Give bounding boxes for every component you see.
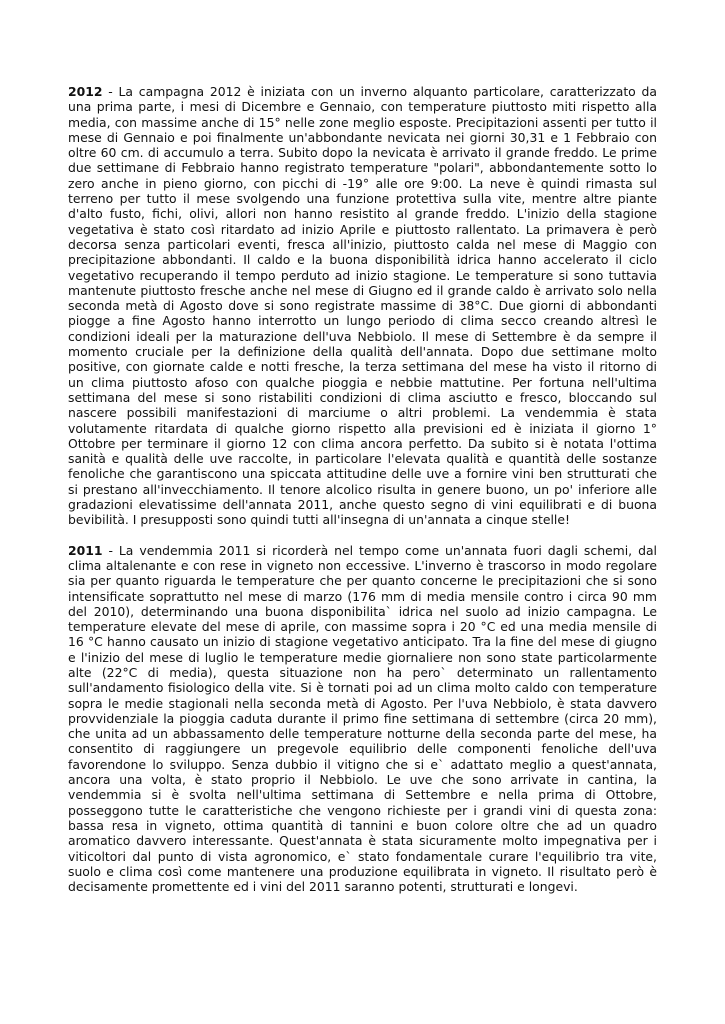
vintage-2012-paragraph xyxy=(68,84,657,528)
vintage-2012-year: 2012 xyxy=(68,84,103,99)
vintage-2011-text: - La vendemmia 2011 si ricorderà nel tempo come un'annata fuori dagli schemi, dal clima altalenante e con rese in vigneto non eccessive. L'inverno è trascorso in modo regolare sia per quanto riguarda le temperature che per quanto concerne le precipitazioni che si sono intensificate soprattutto nel mese di marzo (176 mm di media mensile contro i circa 90 mm del 2010), determinando una buona disponibilita` idrica nel suolo ad inizio campagna. Le temperature elevate del mese di aprile, con massime sopra i 20 °C ed una media mensile di 16 °C hanno causato un inizio di stagione vegetativo anticipato. Tra la fine del mese di giugno e l'inizio del mese di luglio le temperature medie giornaliere non sono state particolarmente alte (22°C di media), questa situazione non ha pero` determinato un rallentamento sull'andamento fisiologico della vite. Si è tornati poi ad un clima molto caldo con temperature sopra le medie stagionali nella seconda metà di Agosto. Per l'uva Nebbiolo, è stata davvero provvidenziale la pioggia caduta durante il primo fine settimana di settembre (circa 20 mm), che unita ad un abbassamento delle temperature notturne della seconda parte del mese, ha consentito di raggiungere un pregevole equilibrio delle componenti fenoliche dell'uva favorendone lo sviluppo. Senza dubbio il vitigno che si e` adattato meglio a quest'annata, ancora una volta, è stato proprio il Nebbiolo. Le uve che sono arrivate in cantina, la vendemmia si è svolta nell'ultima settimana di Settembre e nella prima di Ottobre, posseggono tutte le caratteristiche che vengono richieste per i grandi vini di questa zona: bassa resa in vigneto, ottima quantità di tannini e buon colore oltre che ad un quadro aromatico davvero interessante. Quest'annata è stata sicuramente molto impegnativa per i viticoltori dal punto di vista agronomico, e` stato fondamentale curare l'equilibrio tra vite, suolo e clima così come mantenere una produzione equilibrata in vigneto. Il risultato però è decisamente promettente ed i vini del 2011 saranno potenti, strutturati e longevi. xyxy=(68,542,657,895)
vintage-2012-text: - La campagna 2012 è iniziata con un inverno alquanto particolare, caratterizzato da una prima parte, i mesi di Dicembre e Gennaio, con temperature piuttosto miti rispetto alla media, con massime anche di 15° nelle zone meglio esposte. Precipitazioni assenti per tutto il mese di Gennaio e poi finalmente un'abbondante nevicata nei giorni 30,31 e 1 Febbraio con oltre 60 cm. di accumulo a terra. Subito dopo la nevicata è arrivato il grande freddo. Le prime due settimane di Febbraio hanno registrato temperature "polari", abbondantemente sotto lo zero anche in pieno giorno, con picchi di -19° alle ore 9:00. La neve è quindi rimasta sul terreno per tutto il mese svolgendo una funzione protettiva sulla vite, mentre altre piante d'alto fusto, fichi, olivi, allori non hanno resistito al grande freddo. L'inizio della stagione vegetativa è stato così ritardato ad inizio Aprile e piuttosto rallentato. La primavera è però decorsa senza particolari eventi, fresca all'inizio, piuttosto calda nel mese di Maggio con precipitazione abbondanti. Il caldo e la buona disponibilità idrica hanno accelerato il ciclo vegetativo recuperando il tempo perduto ad inizio stagione. Le temperature si sono tuttavia mantenute piuttosto fresche anche nel mese di Giugno ed il grande caldo è arrivato solo nella seconda metà di Agosto dove si sono registrate massime di 38°C. Due giorni di abbondanti piogge a fine Agosto hanno interrotto un lungo periodo di clima secco creando altresì le condizioni ideali per la maturazione dell'uva Nebbiolo. Il mese di Settembre è da sempre il momento cruciale per la definizione della qualità dell'annata. Dopo due settimane molto positive, con giornate calde e notti fresche, la terza settimana del mese ha visto il ritorno di un clima piuttosto afoso con qualche pioggia e nebbie mattutine. Per fortuna nell'ultima settimana del mese si sono ristabiliti condizioni di clima asciutto e fresco, bloccando sul nascere possibili manifestazioni di marciume o altri problemi. La vendemmia è stata volutamente ritardata di qualche giorno rispetto alla previsioni ed è iniziata il giorno 1° Ottobre per terminare il giorno 12 con clima ancora perfetto. Da subito si è notata l'ottima sanità e qualità delle uve raccolte, in particolare l'elevata qualità e quantità delle sostanze fenoliche che garantiscono una spiccata attitudine delle uve a fornire vini ben strutturati che si prestano all'invecchiamento. Il tenore alcolico risulta in genere buono, un po' inferiore alle gradazioni elevatissime dell'annata 2011, anche questo segno di vini equilibrati e di buona bevibilità. I presupposti sono quindi tutti all'insegna di un'annata a cinque stelle! xyxy=(68,84,657,528)
vintage-2011-paragraph xyxy=(68,543,657,895)
vintage-2011-year: 2011 xyxy=(68,542,103,558)
document-page xyxy=(68,84,657,909)
